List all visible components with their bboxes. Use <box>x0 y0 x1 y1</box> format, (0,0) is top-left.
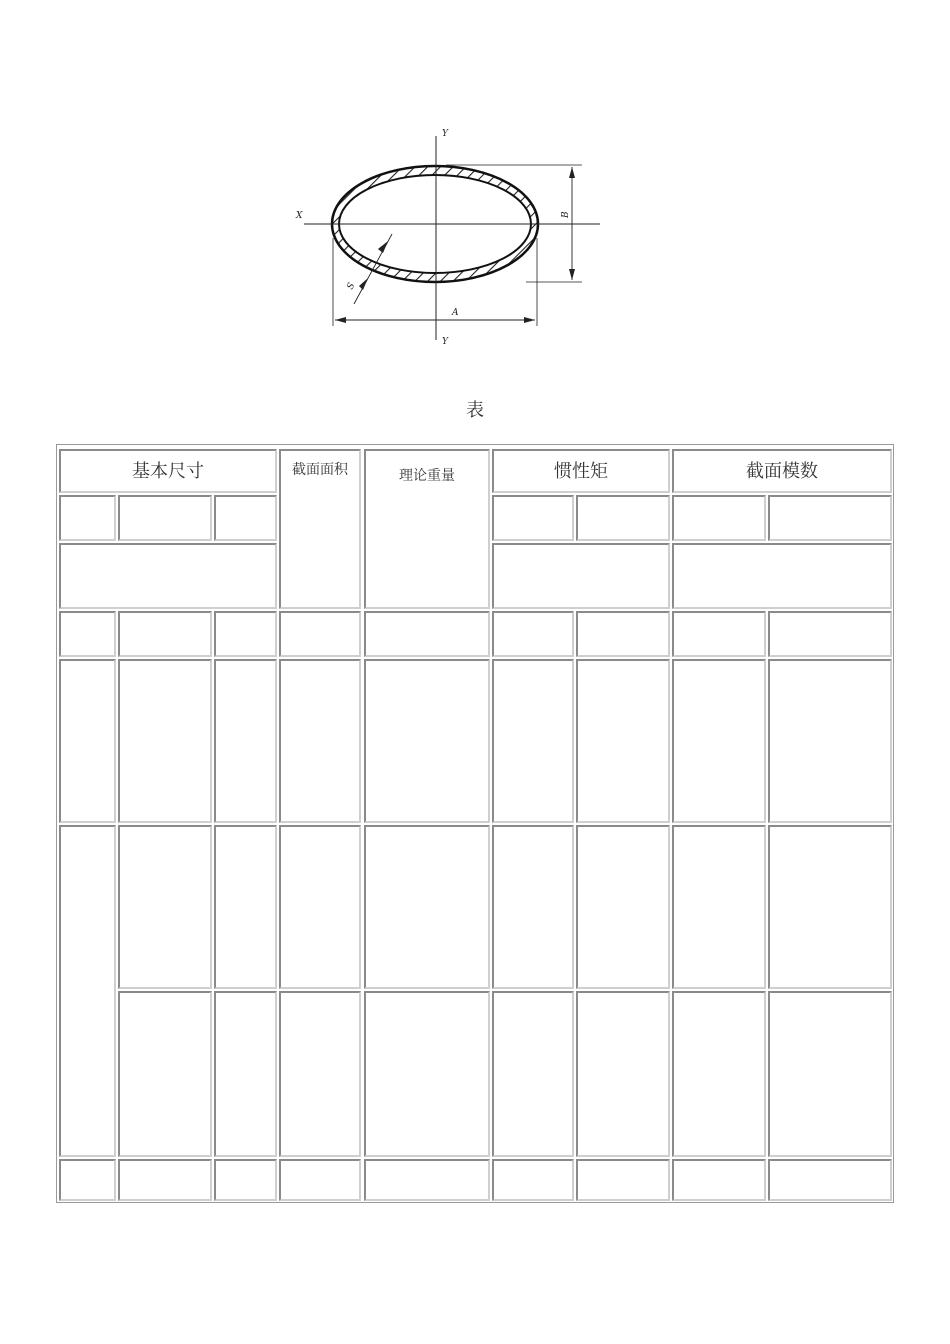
header-moment-of-inertia: 惯性矩 <box>492 449 670 493</box>
header-section-modulus: 截面模数 <box>672 449 892 493</box>
table-cell <box>492 611 574 657</box>
table-cell <box>59 659 116 823</box>
table-cell <box>672 611 766 657</box>
header-theory-weight: 理论重量 <box>364 449 490 609</box>
y-axis-label-bottom: Y <box>442 337 448 347</box>
table-cell <box>279 659 361 823</box>
table-cell <box>364 1159 490 1201</box>
table-cell <box>768 611 892 657</box>
table-caption: 表 <box>466 400 484 421</box>
table-cell <box>214 825 277 989</box>
header-unit-modulus <box>672 543 892 609</box>
table-cell <box>118 659 212 823</box>
a-dimension-label: A <box>452 308 459 318</box>
x-axis-label: X <box>296 211 303 221</box>
table-cell <box>672 1159 766 1201</box>
table-cell <box>279 991 361 1157</box>
table-cell <box>672 659 766 823</box>
table-cell <box>364 611 490 657</box>
table-cell <box>59 825 116 1157</box>
table-cell <box>118 611 212 657</box>
table-cell <box>118 825 212 989</box>
table-cell <box>768 659 892 823</box>
header-cell-s <box>214 495 277 541</box>
dimension-table <box>56 444 894 1203</box>
table-cell <box>214 1159 277 1201</box>
table-cell <box>279 1159 361 1201</box>
s-dimension-label: S <box>345 281 358 292</box>
header-section-area: 截面面积 <box>279 449 361 609</box>
header-unit-dims <box>59 543 277 609</box>
table-cell <box>214 611 277 657</box>
table-cell <box>279 825 361 989</box>
table-cell <box>364 659 490 823</box>
table-cell <box>576 1159 670 1201</box>
table-cell <box>364 991 490 1157</box>
table-cell <box>59 611 116 657</box>
table-cell <box>492 825 574 989</box>
table-cell <box>768 1159 892 1201</box>
table-cell <box>279 611 361 657</box>
table-cell <box>492 991 574 1157</box>
table-cell <box>672 825 766 989</box>
header-unit-inertia <box>492 543 670 609</box>
b-dimension-label: B <box>561 211 571 218</box>
table-cell <box>576 825 670 989</box>
table-cell <box>768 825 892 989</box>
table-cell <box>768 991 892 1157</box>
header-cell-iy <box>576 495 670 541</box>
table-cell <box>364 825 490 989</box>
table-cell <box>576 991 670 1157</box>
table-cell <box>492 659 574 823</box>
header-cell-wx <box>672 495 766 541</box>
oval-tube-diagram <box>282 108 612 348</box>
oval-tube-svg <box>282 108 612 348</box>
header-cell-a <box>59 495 116 541</box>
table-cell <box>118 991 212 1157</box>
header-basic-dimensions: 基本尺寸 <box>59 449 277 493</box>
table-cell <box>492 1159 574 1201</box>
table-cell <box>214 991 277 1157</box>
table-cell <box>576 659 670 823</box>
y-axis-label-top: Y <box>442 129 448 139</box>
table-cell <box>59 1159 116 1201</box>
header-cell-b <box>118 495 212 541</box>
header-cell-ix <box>492 495 574 541</box>
table-cell <box>214 659 277 823</box>
table-cell <box>576 611 670 657</box>
table-cell <box>118 1159 212 1201</box>
table-cell <box>672 991 766 1157</box>
header-cell-wy <box>768 495 892 541</box>
